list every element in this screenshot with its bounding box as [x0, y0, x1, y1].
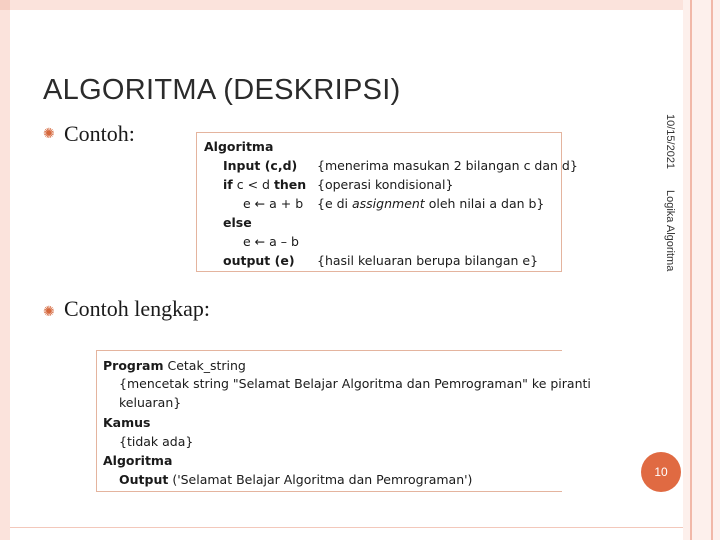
- algo-line-code: [223, 177, 306, 192]
- algo-line-comment: {hasil keluaran berupa bilangan e}: [317, 253, 539, 268]
- bullet-contoh: Contoh:: [64, 121, 135, 146]
- program-line: [103, 358, 246, 373]
- frame-corner: [0, 0, 10, 10]
- frame-right-line: [711, 0, 713, 540]
- keyword-program: Program: [103, 358, 164, 373]
- keyword-algoritma: Algoritma: [103, 453, 173, 468]
- bullet-icon: ✺: [43, 126, 55, 142]
- frame-left-band: [0, 0, 10, 540]
- frame-top-band: [0, 0, 720, 10]
- algo-condition: c < d: [236, 177, 270, 192]
- program-example-box: [96, 350, 591, 492]
- algo-line-code: Input (c,d): [223, 158, 298, 173]
- keyword-kamus: Kamus: [103, 415, 151, 430]
- slide-footer: Logika Algoritma: [664, 190, 676, 272]
- algo-line-comment: {operasi kondisional}: [317, 177, 454, 192]
- algo-line-code: e ← a + b: [243, 196, 304, 211]
- output-argument: ('Selamat Belajar Algoritma dan Pemrograman'): [172, 472, 473, 487]
- program-name: Cetak_string: [167, 358, 246, 373]
- bullet-contoh-lengkap: Contoh lengkap:: [64, 296, 211, 321]
- algo-line-comment: {menerima masukan 2 bilangan c dan d}: [317, 158, 578, 173]
- kamus-body: {tidak ada}: [119, 434, 194, 449]
- frame-bottom-line: [10, 527, 683, 528]
- keyword-if: if: [223, 177, 233, 192]
- keyword-then: then: [273, 177, 307, 192]
- algo-line-code: output (e): [223, 253, 295, 268]
- output-line: [119, 472, 472, 487]
- slide-date: 10/15/2021: [664, 114, 676, 170]
- algo-line-code: e ← a – b: [243, 234, 299, 249]
- frame-right-band: [683, 0, 720, 540]
- algo-line-comment: {e di assignment oleh nilai a dan b}: [317, 196, 545, 211]
- program-comment: keluaran}: [119, 395, 182, 410]
- page-number-badge: 10: [641, 452, 681, 492]
- keyword-output: Output: [119, 472, 169, 487]
- bullet-icon: ✺: [43, 304, 55, 320]
- algo-header: Algoritma: [204, 139, 274, 154]
- slide-title: ALGORITMA (DESKRIPSI): [43, 74, 401, 106]
- program-comment: {mencetak string "Selamat Belajar Algoritma dan Pemrograman" ke piranti: [119, 376, 591, 391]
- frame-right-line: [690, 0, 692, 540]
- keyword-else: else: [223, 215, 252, 230]
- algorithm-example-box: [196, 132, 578, 272]
